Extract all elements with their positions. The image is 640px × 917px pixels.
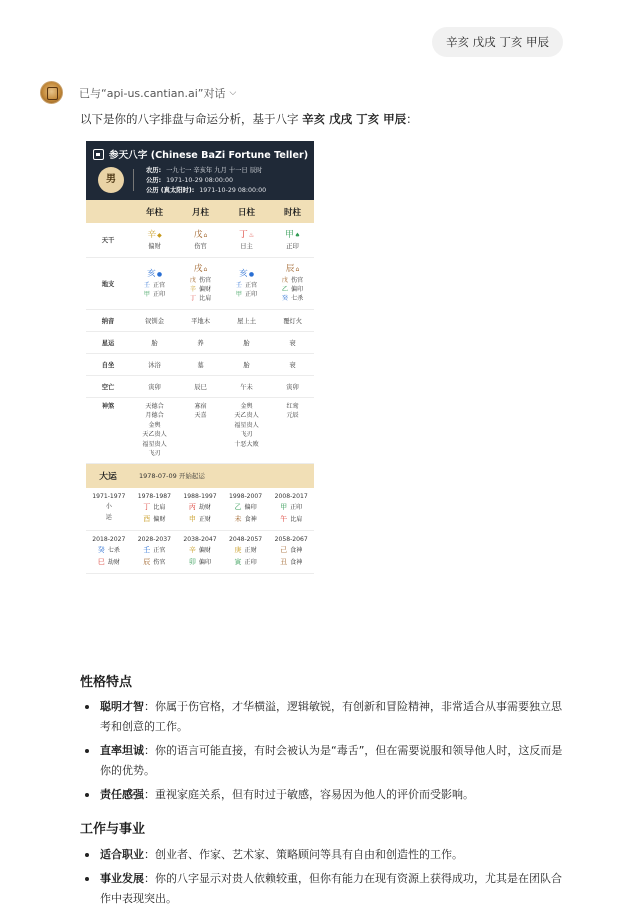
dayun-grid [86,488,314,574]
dayun-cell: 1988-1997 丙 劫财 申 正财 [177,488,223,531]
column-header-year: 年柱 [130,200,179,223]
temple-icon [93,149,104,160]
column-header-month: 月柱 [179,200,222,223]
row-dizhi: 地支 亥● 壬 正官 甲 正印 戌⌂ 戊 伤官 辛 偏财 丁 比肩 亥● 壬 正官 甲 正印 辰⌂ 戊 伤官 乙 偏印 癸 七杀 [86,257,314,309]
dayun-cell: 2048-2057 庚 正财 寅 正印 [223,531,269,574]
section-title-personality: 性格特点 [80,675,133,690]
column-header-day: 日柱 [222,200,271,223]
list-item: 直率坦诚：你的语言可能直接，有时会被认为是“毒舌”，但在需要说服和领导他人时，这反而是你的优势。 [88,741,564,781]
bullet-dot [85,877,89,881]
column-header-hour: 时柱 [271,200,314,223]
section-title-career: 工作与事业 [80,822,146,837]
divider [133,169,134,191]
row-kongwang: 空亡 寅卯 辰巳 午未 寅卯 [86,375,314,397]
gender-badge: 男 [98,167,124,193]
list-item: 责任感强：重视家庭关系，但有时过于敏感，容易因为他人的评价而受影响。 [88,785,564,805]
dayun-cell: 1998-2007 乙 偏印 未 食神 [223,488,269,531]
dayun-header: 大运 1978-07-09 开始起运 [86,464,314,488]
bazi-chart-card [86,141,314,566]
dayun-cell: 2008-2017 甲 正印 午 比肩 [268,488,314,531]
dayun-cell: 1971-1977 小 运 [86,488,132,531]
list-item: 聪明才智：你属于伤官格，才华横溢，逻辑敏锐，有创新和冒险精神，非常适合从事需要独立思考和创意的工作。 [88,697,564,737]
bullet-dot [85,853,89,857]
pillars-table [86,200,314,464]
assistant-avatar [40,81,63,104]
dayun-cell: 2038-2047 辛 偏财 卯 偏印 [177,531,223,574]
dayun-cell: 2028-2037 壬 正官 辰 伤官 [132,531,178,574]
row-shensha: 神煞 天德合 月德合 金舆 天乙贵人 福星贵人 飞刃 寡宿 天喜 金舆 天乙贵人 福星贵人 飞刃 十恶大败 红鸾 元辰 [86,397,314,463]
bullet-dot [85,793,89,797]
list-item: 事业发展：你的八字显示对贵人依赖较重，但你有能力在现有资源上获得成功，尤其是在团队合作中表现突出。 [88,869,564,909]
list-item: 适合职业：创业者、作家、艺术家、策略顾问等具有自由和创造性的工作。 [88,845,564,865]
chevron-down-icon: ⌵ [229,87,237,98]
dayun-cell: 2058-2067 己 食神 丑 食神 [268,531,314,574]
intro-text: 以下是你的八字排盘与命运分析，基于八字 辛亥 戊戌 丁亥 甲辰： [80,112,418,126]
dayun-cell: 2018-2027 癸 七杀 巳 劫财 [86,531,132,574]
birth-dates: 农历: 一九七一 辛亥年 九月 十一日 辰时 公历: 1971-10-29 08:00:00 公历 (真太阳时): 1971-10-29 08:00:00 [146,167,267,194]
user-message-bubble: 辛亥 戊戌 丁亥 甲辰 [432,27,563,57]
intro-bazi: 辛亥 戊戌 丁亥 甲辰 [302,112,407,126]
tool-source-toggle[interactable] [79,85,236,101]
dayun-cell: 1978-1987 丁 比肩 酉 偏财 [132,488,178,531]
card-header [86,141,314,200]
bullet-dot [85,749,89,753]
assistant-header [40,81,236,104]
tool-source-label: 已与“api-us.cantian.ai”对话 [79,86,226,100]
row-zizuo: 自坐 沐浴 墓 胎 衰 [86,353,314,375]
card-title: 参天八字 (Chinese BaZi Fortune Teller) [93,147,308,161]
row-nayin: 纳音 钗钏金 平地木 屋上土 覆灯火 [86,309,314,331]
row-xingyun: 星运 胎 养 胎 衰 [86,331,314,353]
row-tiangan: 天干 辛◆ 偏财 戊⌂ 伤官 丁♨ 日主 甲♠ 正印 [86,223,314,257]
bullet-dot [85,705,89,709]
